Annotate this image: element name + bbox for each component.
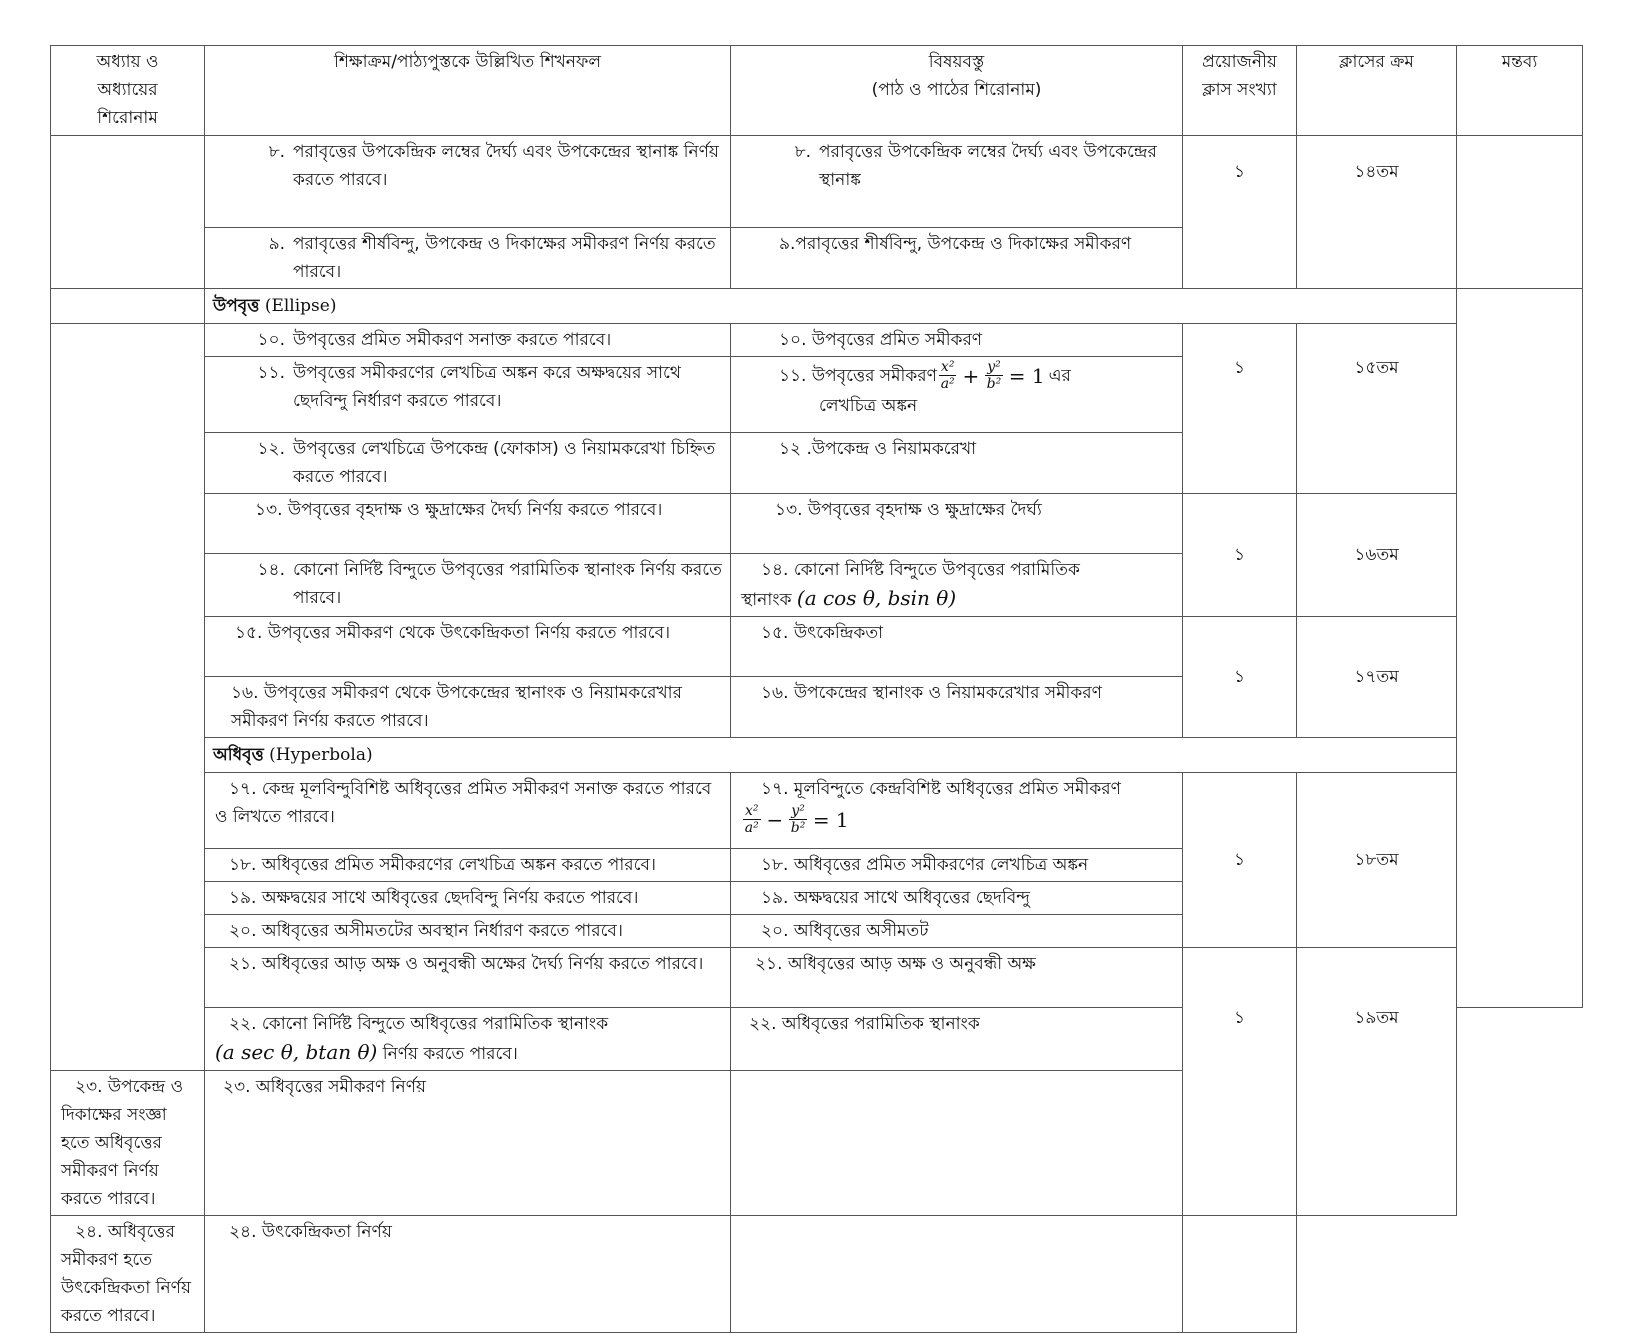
equals-one: = 1	[812, 807, 849, 832]
item-number: ১০.	[257, 330, 285, 350]
remark-cell	[1457, 136, 1583, 289]
outcome-cell	[205, 433, 731, 494]
item-number: ৮.	[794, 142, 811, 162]
fraction-numerator: y²	[791, 803, 805, 819]
outcome-cell: ১৮. অধিবৃত্তের প্রমিত সমীকরণের লেখচিত্র অঙ্কন করতে পারবে।	[205, 849, 731, 882]
content-text: এর	[1048, 365, 1071, 386]
header-learning-outcome: শিক্ষাক্রম/পাঠ্যপুস্তকে উল্লিখিত শিখনফল	[205, 46, 731, 136]
section-row-ellipse	[51, 289, 1583, 324]
class-order-cell: ১৫তম	[1297, 324, 1457, 494]
content-cell: ১৩. উপবৃত্তের বৃহদাক্ষ ও ক্ষুদ্রাক্ষের দৈর্ঘ্য	[731, 494, 1183, 554]
outcome-cell: ১৩. উপবৃত্তের বৃহদাক্ষ ও ক্ষুদ্রাক্ষের দৈর্ঘ্য নির্ণয় করতে পারবে।	[205, 494, 731, 554]
header-class-count: প্রয়োজনীয় ক্লাস সংখ্যা	[1183, 46, 1297, 136]
table-row	[51, 136, 1583, 228]
outcome-cell	[205, 554, 731, 617]
section-title-en: (Ellipse)	[264, 296, 337, 316]
content-cell: ৯.পরাবৃত্তের শীর্ষবিন্দু, উপকেন্দ্র ও দিকাক্ষের সমীকরণ	[731, 228, 1183, 289]
class-order-cell	[1183, 1216, 1297, 1333]
parametric-coordinate: (a cos θ, bsin θ)	[796, 586, 957, 610]
class-order-cell: ১৬তম	[1297, 494, 1457, 617]
section-title-en: (Hyperbola)	[269, 745, 373, 765]
content-cell: ১২ .উপকেন্দ্র ও নিয়ামকরেখা	[731, 433, 1183, 494]
outcome-text: পরাবৃত্তের শীর্ষবিন্দু, উপকেন্দ্র ও দিকাক্ষের সমীকরণ নির্ণয় করতে পারবে।	[293, 234, 716, 282]
outcome-cell	[205, 357, 731, 433]
class-order-cell: ১৯তম	[1297, 948, 1457, 1216]
content-cell: ১৮. অধিবৃত্তের প্রমিত সমীকরণের লেখচিত্র অঙ্কন	[731, 849, 1183, 882]
class-count-cell: ১	[1183, 948, 1297, 1216]
class-order-cell: ১৮তম	[1297, 773, 1457, 948]
outcome-cell	[205, 1008, 731, 1071]
outcome-cell: ২১. অধিবৃত্তের আড় অক্ষ ও অনুবন্ধী অক্ষের দৈর্ঘ্য নির্ণয় করতে পারবে।	[205, 948, 731, 1008]
remark-cell	[1457, 289, 1583, 1008]
content-cell: ২৪. উৎকেন্দ্রিকতা নির্ণয়	[205, 1216, 731, 1333]
content-cell: ২১. অধিবৃত্তের আড় অক্ষ ও অনুবন্ধী অক্ষ	[731, 948, 1183, 1008]
outcome-cell: ১৯. অক্ষদ্বয়ের সাথে অধিবৃত্তের ছেদবিন্দু নির্ণয় করতে পারবে।	[205, 882, 731, 915]
table-row	[51, 948, 1583, 1008]
item-number: ১১.	[257, 363, 285, 383]
fraction-x2-a2	[743, 803, 761, 836]
header-remark: মন্তব্য	[1457, 46, 1583, 136]
fraction-denominator: b²	[986, 376, 1002, 392]
table-row	[51, 1216, 1583, 1333]
outcome-text: ২২. কোনো নির্দিষ্ট বিন্দুতে অধিবৃত্তের পরামিতিক স্থানাংক	[229, 1014, 609, 1034]
content-text: স্থানাংক	[741, 590, 792, 610]
content-text: ১৪. কোনো নির্দিষ্ট বিন্দুতে উপবৃত্তের পরামিতিক	[761, 560, 1080, 580]
content-text: ১৭. মূলবিন্দুতে কেন্দ্রবিশিষ্ট অধিবৃত্তের প্রমিত সমীকরণ	[761, 779, 1121, 799]
fraction-denominator: a²	[940, 376, 955, 392]
table-row	[51, 773, 1583, 849]
class-count-cell: ১	[1183, 617, 1297, 738]
class-order-cell: ১৭তম	[1297, 617, 1457, 738]
outcome-cell: ২০. অধিবৃত্তের অসীমতটের অবস্থান নির্ধারণ করতে পারবে।	[205, 915, 731, 948]
outcome-text: উপবৃত্তের লেখচিত্রে উপকেন্দ্র (ফোকাস) ও নিয়ামকরেখা চিহ্নিত করতে পারবে।	[293, 439, 716, 487]
outcome-cell: ১৫. উপবৃত্তের সমীকরণ থেকে উৎকেন্দ্রিকতা নির্ণয় করতে পারবে।	[205, 617, 731, 677]
outcome-cell	[205, 324, 731, 357]
plus-sign: +	[962, 363, 980, 388]
content-cell: ১৬. উপকেন্দ্রের স্থানাংক ও নিয়ামকরেখার সমীকরণ	[731, 677, 1183, 738]
content-cell: ১৫. উৎকেন্দ্রিকতা	[731, 617, 1183, 677]
item-number: ১২.	[257, 439, 285, 459]
fraction-numerator: x²	[940, 359, 955, 375]
outcome-text: কোনো নির্দিষ্ট বিন্দুতে উপবৃত্তের পরামিতিক স্থানাংক নির্ণয় করতে পারবে।	[293, 560, 722, 608]
table-row	[51, 494, 1583, 554]
item-number: ৮.	[268, 142, 285, 162]
section-title-bn: উপবৃত্ত	[213, 296, 260, 316]
equals-one: = 1	[1008, 363, 1045, 388]
fraction-numerator: y²	[987, 359, 1001, 375]
content-cell	[731, 773, 1183, 849]
table-row	[51, 617, 1583, 677]
fraction-y2-b2	[985, 359, 1003, 392]
class-count-cell: ১	[1183, 324, 1297, 494]
section-title-ellipse	[205, 289, 1457, 324]
class-order-cell: ১৪তম	[1297, 136, 1457, 289]
content-cell	[731, 136, 1183, 228]
header-row	[51, 46, 1583, 136]
content-cell: ২৩. অধিবৃত্তের সমীকরণ নির্ণয়	[205, 1071, 731, 1216]
outcome-cell	[205, 136, 731, 228]
fraction-y2-b2	[789, 803, 807, 836]
class-count-cell: ১	[1183, 494, 1297, 617]
fraction-numerator: x²	[745, 803, 759, 819]
outcome-cell: ১৬. উপবৃত্তের সমীকরণ থেকে উপকেন্দ্রের স্থানাংক ও নিয়ামকরেখার সমীকরণ নির্ণয় করতে পারবে।	[205, 677, 731, 738]
content-cell: ১০. উপবৃত্তের প্রমিত সমীকরণ	[731, 324, 1183, 357]
chapter-cell	[51, 289, 205, 324]
content-cell: ২০. অধিবৃত্তের অসীমতট	[731, 915, 1183, 948]
lesson-plan-table	[50, 45, 1583, 1333]
class-count-cell	[731, 1216, 1183, 1333]
outcome-cell	[205, 228, 731, 289]
content-text: লেখচিত্র অঙ্কন	[819, 396, 918, 416]
content-cell: ১৯. অক্ষদ্বয়ের সাথে অধিবৃত্তের ছেদবিন্দু	[731, 882, 1183, 915]
section-row-hyperbola	[51, 738, 1583, 773]
outcome-cell: ২৪. অধিবৃত্তের সমীকরণ হতে উৎকেন্দ্রিকতা নির্ণয় করতে পারবে।	[51, 1216, 205, 1333]
content-cell: ২২. অধিবৃত্তের পরামিতিক স্থানাংক	[731, 1008, 1183, 1071]
outcome-text: উপবৃত্তের সমীকরণের লেখচিত্র অঙ্কন করে অক্ষদ্বয়ের সাথে ছেদবিন্দু নির্ধারণ করতে পারবে।	[293, 363, 681, 411]
header-chapter: অধ্যায় ও অধ্যায়ের শিরোনাম	[51, 46, 205, 136]
outcome-cell: ১৭. কেন্দ্র মূলবিন্দুবিশিষ্ট অধিবৃত্তের প্রমিত সমীকরণ সনাক্ত করতে পারবে ও লিখতে পারবে।	[205, 773, 731, 849]
item-number: ১৪.	[257, 560, 285, 580]
fraction-x2-a2	[939, 359, 957, 392]
content-text: পরাবৃত্তের উপকেন্দ্রিক লম্বের দৈর্ঘ্য এবং উপকেন্দ্রের স্থানাঙ্ক	[819, 142, 1157, 190]
parametric-coordinate: (a sec θ, btan θ)	[215, 1040, 378, 1064]
fraction-denominator: a²	[744, 820, 759, 836]
fraction-denominator: b²	[790, 820, 806, 836]
outcome-text: পরাবৃত্তের উপকেন্দ্রিক লম্বের দৈর্ঘ্য এবং উপকেন্দ্রের স্থানাঙ্ক নির্ণয় করতে পারবে।	[293, 142, 719, 190]
content-cell	[731, 357, 1183, 433]
header-class-order: ক্লাসের ক্রম	[1297, 46, 1457, 136]
minus-sign: −	[766, 807, 784, 832]
item-number: ৯.	[268, 234, 285, 254]
section-title-hyperbola	[205, 738, 1457, 773]
chapter-cell	[51, 136, 205, 289]
outcome-text: উপবৃত্তের প্রমিত সমীকরণ সনাক্ত করতে পারবে।	[293, 330, 612, 350]
section-title-bn: অধিবৃত্ত	[213, 745, 264, 765]
content-cell	[731, 554, 1183, 617]
outcome-cell: ২৩. উপকেন্দ্র ও দিকাক্ষের সংজ্ঞা হতে অধিবৃত্তের সমীকরণ নির্ণয় করতে পারবে।	[51, 1071, 205, 1216]
chapter-cell	[51, 324, 205, 1071]
class-count-cell: ১	[1183, 773, 1297, 948]
class-count-cell: ১	[1183, 136, 1297, 289]
header-content: বিষয়বস্তু (পাঠ ও পাঠের শিরোনাম)	[731, 46, 1183, 136]
outcome-text: নির্ণয় করতে পারবে।	[382, 1044, 518, 1064]
table-row	[51, 324, 1583, 357]
content-text: ১১. উপবৃত্তের সমীকরণ	[779, 365, 937, 386]
